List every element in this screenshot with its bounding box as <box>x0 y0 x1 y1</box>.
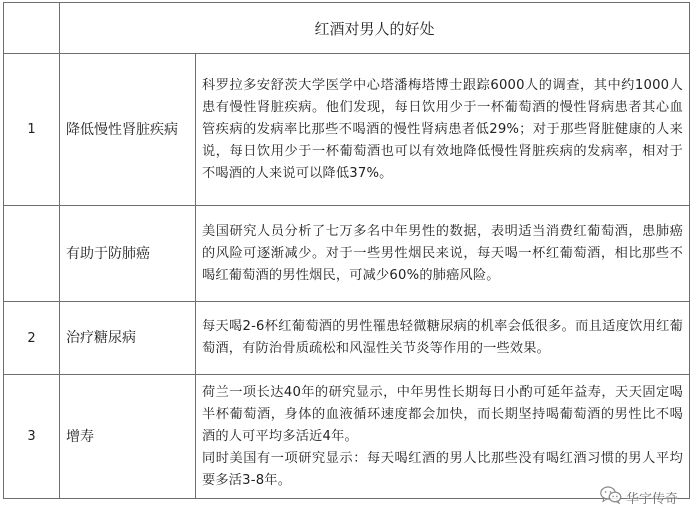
table-row <box>4 302 690 375</box>
benefit-description <box>196 302 690 375</box>
table-row <box>4 375 690 499</box>
benefit-description <box>196 206 690 302</box>
benefit-name: 降低慢性肾脏疾病 <box>60 54 196 206</box>
benefit-description <box>196 375 690 499</box>
row-number: 2 <box>4 302 60 375</box>
description-paragraph: 美国研究人员分析了七万多名中年男性的数据，表明适当消费红葡萄酒，患肺癌的风险可逐渐减少。对于一些男性烟民来说，每天喝一杯红葡萄酒，相比那些不喝红葡萄酒的男性烟民，可减少60%的肺癌风险。 <box>202 223 684 283</box>
watermark <box>600 486 678 508</box>
benefit-description <box>196 54 690 206</box>
watermark-text: 华宇传奇 <box>625 491 678 507</box>
description-paragraph: 科罗拉多安舒茨大学医学中心塔潘梅塔博士跟踪6000人的调查，其中约1000人患有慢性肾脏疾病。他们发现，每日饮用少于一杯葡萄酒的慢性肾病患者其心血管疾病的发病率比那些不喝酒的慢性肾病患者低29%；对于那些肾脏健康的人来说，每日饮用少于一杯葡萄酒也可以有效地降低慢性肾脏疾病的发病率，相对于不喝酒的人来说可以降低37%。 <box>202 77 684 181</box>
row-number: 1 <box>4 54 60 206</box>
row-number: 3 <box>4 375 60 499</box>
wechat-icon <box>600 486 622 508</box>
table-row <box>4 206 690 302</box>
table-title: 红酒对男人的好处 <box>60 3 690 54</box>
table-row <box>4 54 690 206</box>
description-paragraph: 荷兰一项长达40年的研究显示，中年男性长期每日小酌可延年益寿，天天固定喝半杯葡萄酒，身体的血液循环速度都会加快，而长期坚持喝葡萄酒的男性比不喝酒的人可平均多活近4年。 <box>202 384 684 444</box>
row-number <box>4 206 60 302</box>
title-row <box>4 3 690 54</box>
description-paragraph: 同时美国有一项研究显示：每天喝红酒的男人比那些没有喝红酒习惯的男人平均要多活3-8年。 <box>202 450 684 488</box>
description-paragraph: 每天喝2-6杯红葡萄酒的男性罹患轻微糖尿病的机率会低很多。而且适度饮用红葡萄酒，有防治骨质疏松和风湿性关节炎等作用的一些效果。 <box>202 319 684 356</box>
blank-header-cell <box>4 3 60 54</box>
benefits-table <box>3 2 690 499</box>
benefit-name: 有助于防肺癌 <box>60 206 196 302</box>
benefit-name: 治疗糖尿病 <box>60 302 196 375</box>
benefit-name: 增寿 <box>60 375 196 499</box>
